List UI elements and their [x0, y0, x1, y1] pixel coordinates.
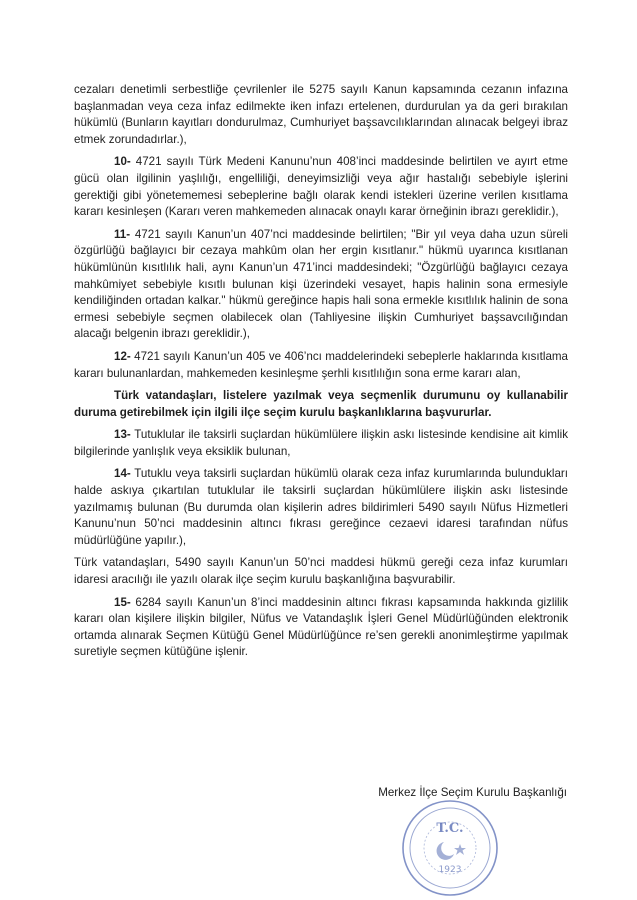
paragraph: [74, 154, 568, 220]
item-number: 10-: [114, 155, 131, 169]
document-body: [74, 82, 568, 667]
paragraph: [74, 388, 568, 421]
paragraph-text: Türk vatandaşları, listelere yazılmak veya seçmenlik durumunu oy kullanabilir duruma getirebilmek için ilgili ilçe seçim kurulu başkanlıklarına başvururlar.: [74, 389, 568, 419]
signature-line: Merkez İlçe Seçim Kurulu Başkanlığı: [378, 786, 567, 799]
paragraph-text: 6284 sayılı Kanun’un 8’inci maddesinin altıncı fıkrası kapsamında hakkında gizlilik kararı olan kişilere ilişkin bilgiler, Nüfus ve Vatandaşlık İşleri Genel Müdürlüğünden elektronik ortamda alınarak Seçmen Kütüğü Genel Müdürlüğünce re’sen gerekli anonimleştirme yapılmak suretiyle seçmen kütüğüne işlenir.: [74, 595, 568, 659]
paragraph: [74, 427, 568, 460]
item-number: 11-: [114, 227, 131, 241]
paragraph: [74, 227, 568, 343]
seal-stamp-icon: [400, 798, 500, 898]
paragraph-text: Tutuklu veya taksirli suçlardan hükümlü olarak ceza infaz kurumlarında bulundukları halde askıya çıkartılan tutuklular ile taksirli suçlardan hükümlülere ilişkin askı listesinde yazılmamış bulunan (Bu durumda olan kişilerin adres bildirimleri 5490 sayılı Nüfus Hizmetleri Kanunu’nun 50’nci maddesinin altıncı fıkrası gereğince cezaevi idaresi tarafından nüfus müdürlüğüne yapılır.),: [74, 467, 568, 547]
paragraph: [74, 555, 568, 588]
paragraph: [74, 82, 568, 148]
paragraph-text: 4721 sayılı Kanun’un 407’nci maddesinde belirtilen; "Bir yıl veya daha uzun süreli özgürlüğü bağlayıcı bir cezaya mahkûm olan her ergin kısıtlanır." hükmü uyarınca kısıtlanan hükümlünün kısıtlılık hali, aynı Kanun’un 471’inci maddesindeki; "Özgürlüğü bağlayıcı cezaya mahkûmiyet sebebiyle kısıtlı bulunan kişi üzerindeki vesayet, hapis halinin sona ermesiyle kendiliğinden ortadan kalkar." hükmü gereğince hapis hali sona ermekle kısıtlılık halinin de sona ermesi sebebiyle seçmen olabilecek olan (Tahliyesine ilişkin Cumhuriyet başsavcılığından alacağı belgenin ibrazı gereklidir.),: [74, 227, 568, 341]
stamp-top-text: T.C.: [436, 821, 464, 836]
paragraph: [74, 466, 568, 549]
paragraph-text: 4721 sayılı Kanun’un 405 ve 406’ncı maddelerindeki sebeplerle haklarında kısıtlama kararı bulunanlardan, mahkemeden kesinleşme şerhli kısıtlılığın sona erme kararı alan,: [74, 349, 568, 380]
item-number: 13-: [114, 428, 131, 442]
item-number: 12-: [114, 349, 131, 363]
stamp-year: 1923: [438, 865, 462, 875]
item-number: 14-: [114, 467, 131, 481]
paragraph: [74, 595, 568, 661]
paragraph-text: cezaları denetimli serbestliğe çevrilenler ile 5275 sayılı Kanun kapsamında cezanın infazına başlanmadan veya ceza infaz edilmekte iken infazı ertelenen, durdurulan ya da geri bırakılan hükümlü (Bunların kayıtları dondurulmaz, Cumhuriyet başsavcılıklarından alınacak belgeyi ibraz etmek zorundadırlar.),: [74, 83, 568, 146]
item-number: 15-: [114, 595, 131, 609]
paragraph: [74, 349, 568, 382]
paragraph-text: 4721 sayılı Türk Medeni Kanunu’nun 408’inci maddesinde belirtilen ve ayırt etme gücü olan ilgilinin yaşlılığı, engelliliği, deneyimsizliği veya ağır hastalığı sebebiyle işlerini gerektiği gibi yönetememesi sebeplerine bağlı olarak kendi istekleri üzerine verilen kısıtlama kararı kesinleşen (Kararı veren mahkemeden alınacak onaylı karar örneğinin ibrazı gereklidir.),: [74, 155, 568, 219]
paragraph-text: Türk vatandaşları, 5490 sayılı Kanun’un 50’nci maddesi hükmü gereği ceza infaz kurumları idaresi aracılığı ile yazılı olarak ilçe seçim kurulu başkanlığına başvurabilir.: [74, 556, 568, 587]
paragraph-text: Tutuklular ile taksirli suçlardan hükümlülere ilişkin askı listesinde kendisine ait kimlik bilgilerinde yanlışlık veya eksiklik bulunan,: [74, 428, 568, 458]
